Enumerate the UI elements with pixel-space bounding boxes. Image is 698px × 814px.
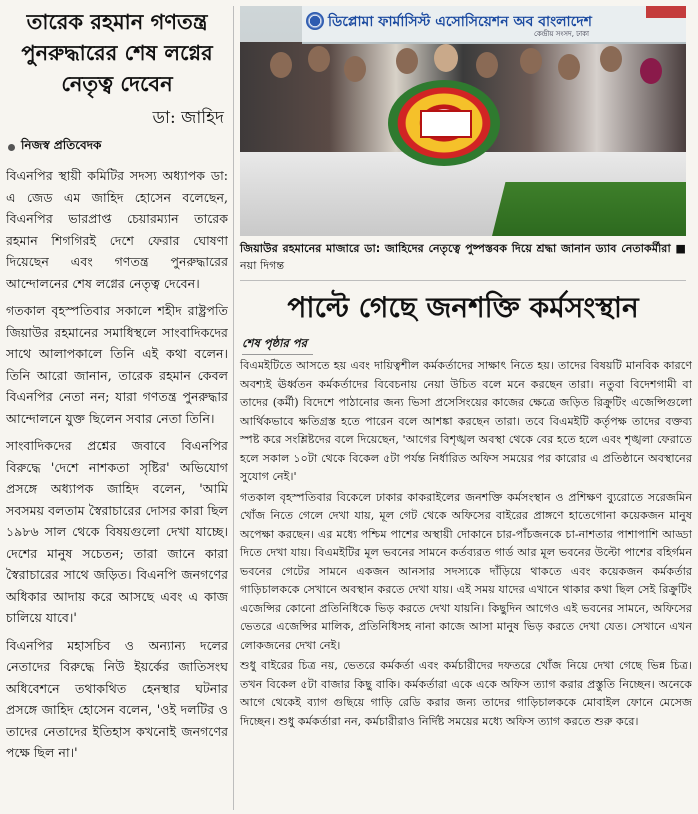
left-paragraph: গতকাল বৃহস্পতিবার সকালে শহীদ রাষ্ট্রপতি জিয়াউর রহমানের সমাধিস্থলে সাংবাদিকদের সাথে আলাপকালে তিনি এই কথা বলেন। তিনি আরো জানান, তারেক রহমান কেবল বিএনপির নেতা নন; যারা গণতন্ত্র পুনরুদ্ধার আন্দোলনে যুক্ত ছিলেন সবার নেতা তিনি। (6, 303, 228, 426)
right-body (240, 357, 694, 731)
news-photo (240, 6, 686, 236)
right-paragraph: গতকাল বৃহস্পতিবার বিকেলে ঢাকার কাকরাইলের জনশক্তি কর্মসংস্থান ও প্রশিক্ষণ ব্যুরোতে সরেজমিন খোঁজ নিতে গেলে দেখা যায়, মূল গেট থেকে অফিসের বাইরের প্রাঙ্গণে হাতেগোনা কয়েকজন মানুষ অপেক্ষা করছেন। এর মধ্যে পশ্চিম পাশের অস্থায়ী দোকানে চার-পাঁচজনকে চা-নাশতার পাশাপাশি আড্ডা দিতে দেখা যায়। বিএমইটির মূল ভবনের সামনে কর্তব্যরত গার্ড আর মূল ভবনের উল্টো পাশের বহির্গমন ভবনের গেটের সামনে একজন আনসার সদস্যকে দাঁড়িয়ে থাকতে এবং কয়েকজন কর্মকর্তার গাড়িচালককে সেখানে অবস্থান করতে দেখা যায়। এই সময় যাদের এখানে থাকার কথা ছিল সেই রিক্রুটিং এজেন্সির কোনো প্রতিনিধিকে ভিড় করতে দেখা যায়নি। কিছুদিন আগেও এই ভবনের সামনে, অফিসের ভেতরে এজেন্সির মালিক, প্রতিনিধিসহ নানা কাজে আসা মানুষ ভিড় করতে দেখা যেত। সেখানে এখন লোকজনের দেখা নেই। (240, 490, 692, 652)
photo-banner (302, 6, 686, 44)
association-logo-icon (306, 12, 324, 30)
continued-label: শেষ পৃষ্ঠার পর (242, 335, 313, 355)
banner-subtext: কেন্দ্রীয় সংসদ, ঢাকা (534, 30, 590, 38)
banner-text: ডিপ্লোমা ফার্মাসিস্ট এসোসিয়েশন অব বাংলাদেশ (328, 14, 592, 30)
caption-credit: ■ নয়া দিগন্ত (240, 242, 686, 272)
left-body (6, 165, 228, 764)
left-author: ডা: জাহিদ (152, 108, 224, 128)
right-paragraph: শুধু বাইরের চিত্র নয়, ভেতরে কর্মকর্তা এবং কর্মচারীদের দফতরে খোঁজ নিয়ে দেখা গেছে ভিন্ন চিত্র। তখন বিকেল ৫টা বাজার কিছু বাকি। কর্মকর্তারা একে একে অফিস ত্যাগ করার প্রস্তুতি নিচ্ছেন। অনেকে আগে থেকেই ব্যাগ গুছিয়ে গাড়ি রেডি করার জন্য তাদের গাড়িচালককে মোবাইল ফোনে মেসেজ দিচ্ছেন। শুধু কর্মকর্তারা নন, কর্মচারীরাও নির্দিষ্ট সময়ের মধ্যে অফিস ত্যাগ করতে শুরু করে। (240, 659, 692, 728)
bullet-icon (8, 144, 15, 151)
right-column (240, 6, 694, 733)
right-headline: পাল্টে গেছে জনশক্তি কর্মসংস্থান (287, 291, 639, 324)
horizontal-rule (240, 280, 686, 281)
left-paragraph: বিএনপির মহাসচিব ও অন্যান্য দলের নেতাদের বিরুদ্ধে নিউ ইয়র্কের জাতিসংঘ অধিবেশনে তথাকথিত হেনস্থার ঘটনার প্রসঙ্গে জাহিদ হোসেন বলেন, 'ওই দলটির ও তাদের নেতাদের ইতিহাস কখনোই জনগণের পক্ষে ছিল না।' (6, 637, 228, 760)
left-headline: তারেক রহমান গণতন্ত্র পুনরুদ্ধারের শেষ লগ্নের নেতৃত্ব দেবেন (21, 9, 213, 96)
photo-caption (240, 240, 686, 274)
left-paragraph: বিএনপির স্থায়ী কমিটির সদস্য অধ্যাপক ডা: এ জেড এম জাহিদ হোসেন বলেছেন, বিএনপির ভারপ্রাপ্ত চেয়ারম্যান তারেক রহমান শিগগিরই দেশে ফেরার ঘোষণা দিয়েছেন এবং গণতন্ত্র পুনরুদ্ধারের আন্দোলনের শেষ লগ্নের নেতৃত্ব দেবেন। (6, 168, 228, 291)
reporter-label: নিজস্ব প্রতিবেদক (21, 138, 102, 152)
left-article (6, 4, 228, 812)
photo-red-detail (646, 6, 686, 18)
photo-grass (492, 182, 686, 236)
right-paragraph: বিএমইটিতে আসতে হয় এবং দায়িত্বশীল কর্মকর্তাদের সাক্ষাৎ নিতে হয়। তাদের বিষয়টি মানবিক কারণে অবশ্যই ঊর্ধ্বতন কর্মকর্তাদের বিবেচনায় নেয়া উচিত বলে মনে করছেন তারা। নতুবা বিদেশগামী বা তাদের (কর্মী) বিদেশে পাঠানোর জন্য ভিসা প্রসেসিংয়ের কাজের ক্ষেত্রে জড়িত রিক্রুটিং এজেন্সিগুলো আর্থিকভাবে ক্ষতিগ্রস্ত হতে পারেন বলে আশঙ্কা করছেন তারা। তবে বিএমইটি কর্তৃপক্ষ তাদের বক্তব্য স্পষ্ট করে সংশ্লিষ্টদের বলে দিয়েছেন, 'আগের বিশৃঙ্খল অবস্থা থেকে বের হতে হলে এবং শৃঙ্খলা ফেরাতে হলে সকাল ১০টা থেকে বিকেল ৫টা পর্যন্ত নির্ধারিত অফিস সময়ের পর কারোর এ প্রতিষ্ঠানে অবস্থানের সুযোগ নেই।' (240, 359, 692, 483)
left-paragraph: সাংবাদিকদের প্রশ্নের জবাবে বিএনপির বিরুদ্ধে 'দেশে নাশকতা সৃষ্টির' অভিযোগ প্রসঙ্গে অধ্যাপক জাহিদ বলেন, 'আমি সবসময় বলতাম স্বৈরাচারের দোসর কারা ছিল ১৯৮৬ সাল থেকে বিষয়গুলো দেখা যাচ্ছে। দেশের মানুষ সচেতন; তারা জানে কারা স্বৈরাচারের সাথে জড়িত। বিএনপি জনগণের অধিকার আদায় করে আসছে এবং এ কাজ চালিয়ে যাবে।' (6, 438, 228, 625)
column-divider (233, 6, 234, 810)
caption-text: জিয়াউর রহমানের মাজারে ডা: জাহিদের নেতৃত্বে পুষ্পস্তবক দিয়ে শ্রদ্ধা জানান ড্যাব নেতাকর্মীরা (240, 242, 671, 255)
reporter-line (8, 137, 228, 157)
wreath-card (420, 110, 472, 138)
